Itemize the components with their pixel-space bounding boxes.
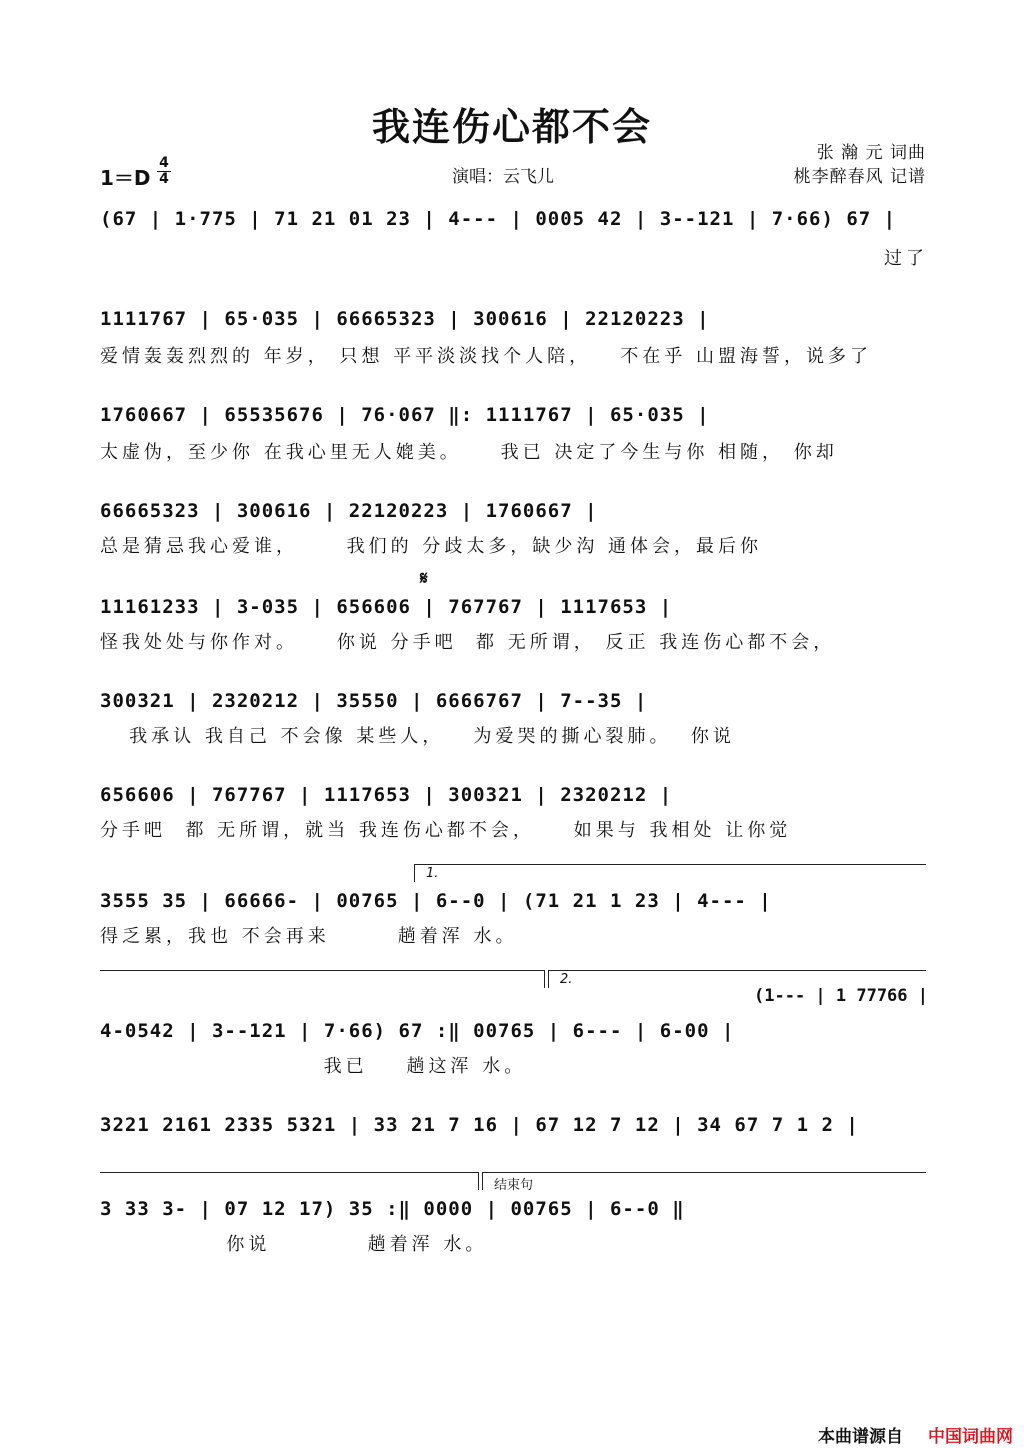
repeat-bracket-end-tick [478, 1172, 479, 1190]
lyric-line-4: 总是猜忌我心爱谁， 我们的 分歧太多，缺少沟 通体会，最后你 [100, 536, 763, 557]
notation-line-7: 656606 | 767767 | 1117653 | 300321 | 2320212 | [100, 784, 673, 806]
segno-sign: 𝄋 [420, 568, 428, 589]
lyric-line-7: 分手吧 都 无所谓，就当 我连伤心都不会， 如果与 我相处 让你觉 [100, 820, 792, 841]
instrumental-cue: (1--- | 1 77766 | [754, 986, 928, 1006]
lyric-line-5: 怪我处处与你作对。 你说 分手吧 都 无所谓， 反正 我连伤心都不会， [100, 632, 836, 653]
singer-credit: 演唱：云飞儿 [452, 167, 554, 187]
time-signature-top: 4 [159, 155, 169, 171]
lyric-line-2: 爱情轰轰烈烈的 年岁， 只想 平平淡淡找个人陪， 不在乎 山盟海誓，说多了 [100, 346, 873, 367]
notation-line-1: (67 | 1·775 | 71 21 01 23 | 4--- | 0005 42 | 3--121 | 7·66) 67 | [100, 208, 897, 230]
source-site-link[interactable]: 中国词曲网 [928, 1427, 1013, 1447]
notation-line-10: 3221 2161 2335 5321 | 33 21 7 16 | 67 12 7 12 | 34 67 7 1 2 | [100, 1114, 859, 1136]
song-title: 我连伤心都不会 [371, 104, 652, 149]
ending-phrase-label: 结束句 [494, 1178, 534, 1193]
transcriber-credit: 桃李醉春风 记谱 [793, 167, 926, 187]
lyric-line-8: 得乏累，我也 不会再来 趟着浑 水。 [100, 926, 518, 947]
notation-line-3: 1760667 | 65535676 | 76·067 ‖: 1111767 | 65·035 | [100, 404, 710, 426]
lyric-line-11: 你说 趟着浑 水。 [100, 1234, 488, 1255]
notation-line-9: 4-0542 | 3--121 | 7·66) 67 :‖ 00765 | 6--- | 6-00 | [100, 1020, 735, 1042]
repeat-bracket [100, 1172, 478, 1173]
ending-phrase-bracket [482, 1172, 926, 1173]
lyric-line-9: 我已 趟这浑 水。 [100, 1056, 527, 1077]
notation-line-5: 11161233 | 3-035 | 656606 | 767767 | 1117653 | [100, 596, 673, 618]
first-ending-tick [414, 864, 415, 882]
notation-line-11: 3 33 3- | 07 12 17) 35 :‖ 0000 | 00765 | 6--0 ‖ [100, 1198, 685, 1220]
time-signature [156, 156, 172, 187]
time-signature-bottom: 4 [159, 171, 169, 187]
ending-phrase-tick [482, 1172, 483, 1190]
notation-line-2: 1111767 | 65·035 | 66665323 | 300616 | 22120223 | [100, 308, 710, 330]
lyric-line-3: 太虚伪，至少你 在我心里无人媲美。 我已 决定了今生与你 相随， 你却 [100, 442, 838, 463]
source-label: 本曲谱源自 [818, 1427, 903, 1447]
lyric-line-1: 过了 [884, 248, 928, 269]
notation-line-6: 300321 | 2320212 | 35550 | 6666767 | 7--35 | [100, 690, 648, 712]
first-ending-bracket [414, 864, 926, 865]
second-ending-bracket [548, 970, 926, 971]
notation-line-4: 66665323 | 300616 | 22120223 | 1760667 | [100, 500, 598, 522]
second-ending-number: 2. [560, 972, 573, 987]
key-signature: 1＝D [100, 166, 151, 190]
composer-credit: 张 瀚 元 词曲 [816, 143, 926, 163]
first-ending-number: 1. [426, 866, 439, 881]
first-ending-bracket-continued [100, 970, 544, 971]
lyric-line-6: 我承认 我自己 不会像 某些人， 为爱哭的撕心裂肺。 你说 [100, 726, 735, 747]
notation-line-8: 3555 35 | 66666- | 00765 | 6--0 | (71 21 1 23 | 4--- | [100, 890, 772, 912]
